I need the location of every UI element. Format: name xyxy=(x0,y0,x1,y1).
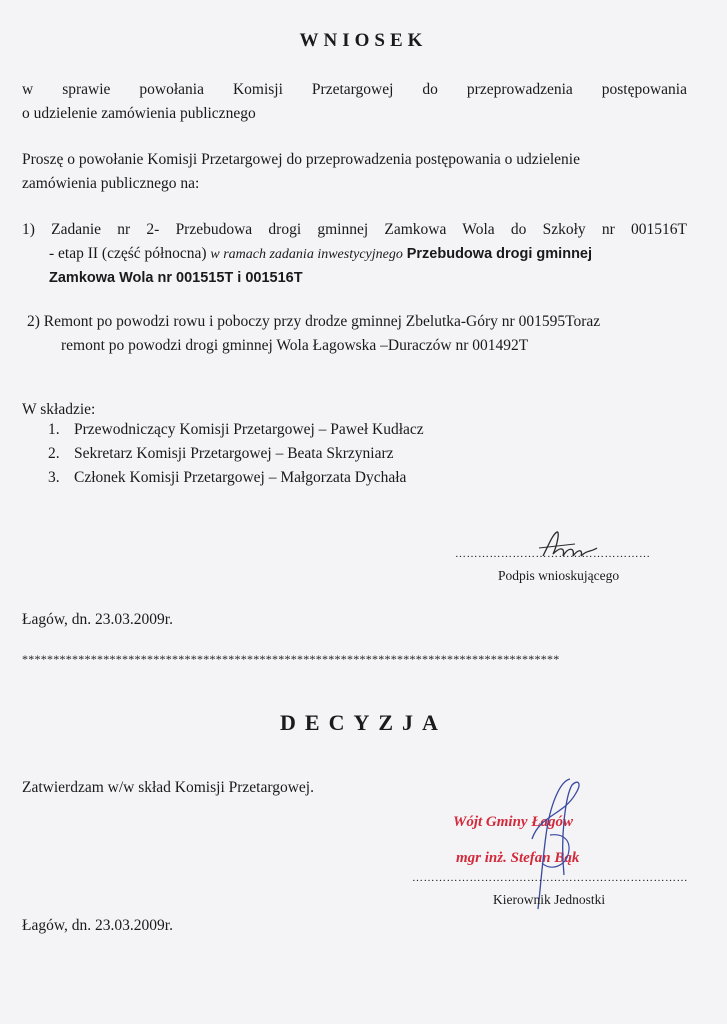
item2-line-1: 2) Remont po powodzi rowu i poboczy przy drodze gminnej Zbelutka-Góry nr 001595Toraz xyxy=(27,313,601,330)
intro-line-2: zamówienia publicznego na: xyxy=(22,175,200,192)
item1-line-2-bold: Przebudowa drogi gminnej xyxy=(406,246,593,262)
item1-line-2-italic: w ramach zadania inwestycyjnego xyxy=(210,247,403,262)
member-number-1: 1. xyxy=(48,421,60,438)
composition-label: W składzie: xyxy=(22,401,96,418)
intro-line-1: Proszę o powołanie Komisji Przetargowej do przeprowadzenia postępowania o udzielenie xyxy=(22,151,580,168)
member-2: Sekretarz Komisji Przetargowej – Beata Skrzyniarz xyxy=(74,445,394,462)
decision-place-date: Łagów, dn. 23.03.2009r. xyxy=(22,917,173,934)
section-separator: ************************************************************************************** xyxy=(22,652,560,666)
item1-line-2-plain: - etap II (część północna) xyxy=(49,245,207,262)
requester-signature-line: …………………………………………… xyxy=(455,548,651,560)
item1-line-2 xyxy=(49,242,592,267)
member-3: Członek Komisji Przetargowej – Małgorzata Dychała xyxy=(74,469,407,486)
item1-line-1: 1) Zadanie nr 2- Przebudowa drogi gminnej Zamkowa Wola do Szkoły nr 001516T xyxy=(22,221,687,238)
decision-title: DECYZJA xyxy=(280,710,447,735)
requester-signature xyxy=(535,526,605,566)
director-signature-label: Kierownik Jednostki xyxy=(493,892,606,907)
member-1: Przewodniczący Komisji Przetargowej – Paweł Kudłacz xyxy=(74,421,424,438)
item1-line-3-bold: Zamkowa Wola nr 001515T i 001516T xyxy=(49,270,303,286)
request-place-date: Łagów, dn. 23.03.2009r. xyxy=(22,611,173,628)
request-title: WNIOSEK xyxy=(299,30,428,51)
item1-line-3 xyxy=(49,266,303,290)
official-stamp-line-1: Wójt Gminy Łagów xyxy=(453,814,574,830)
subject-line-2: o udzielenie zamówienia publicznego xyxy=(22,105,256,122)
director-signature-line: ……………………………………………………………… xyxy=(412,872,688,884)
item2-line-2: remont po powodzi drogi gminnej Wola Łagowska –Duraczów nr 001492T xyxy=(61,337,529,354)
member-number-2: 2. xyxy=(48,445,60,462)
decision-text: Zatwierdzam w/w skład Komisji Przetargowej. xyxy=(22,779,314,796)
official-stamp-line-2: mgr inż. Stefan Bąk xyxy=(456,850,580,866)
member-number-3: 3. xyxy=(48,469,60,486)
requester-signature-label: Podpis wnioskującego xyxy=(498,568,620,583)
subject-line-1: w sprawie powołania Komisji Przetargowej do przeprowadzenia postępowania xyxy=(22,81,687,98)
